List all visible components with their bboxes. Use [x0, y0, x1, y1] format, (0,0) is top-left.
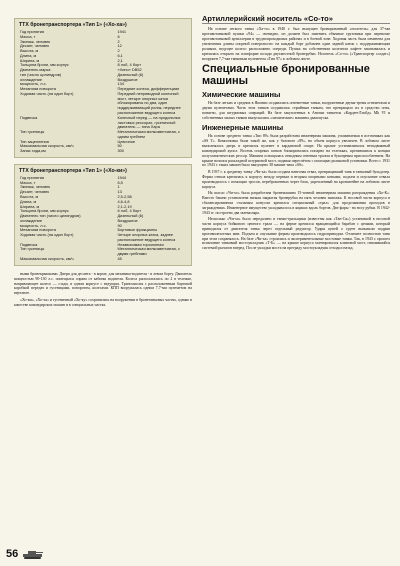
spec-key: Десант, человек	[20, 189, 49, 195]
section-heading-engineering: Инженерные машины	[202, 122, 284, 132]
spec-value: Металлическая мелкозвенчатая, с двумя гребнями	[117, 246, 180, 257]
spec-key: Механизм поворота	[20, 86, 56, 92]
spec-value: 1944	[117, 174, 127, 180]
spec-value: Передний неприводной колесный мост, четыре опорных катка сблокированы по два, один поддерживающий ролик, переднее расположение ведущего колеса	[117, 90, 181, 116]
spec-value: 2,5-2,58	[117, 193, 132, 199]
spec-value: Независимая торсионная	[117, 241, 164, 247]
paragraph: ными бронекрышками. Двери для десанта - в корме, для механика-водителя - в левом борту. Двигатель мощностью 90-130 л.с. помещался справа от кабины водителя. Колеса располагались по 2 в тележке, направляющее колесо — сзади, в одном корпусе с ведущим. Трансмиссия с расположенным бортовой коробкой передач и гусеницами, поворотом, колесами. КПП вооружалась одним 7,7-мм пулеметом на вертлюге.	[14, 271, 192, 296]
left-body-text	[14, 272, 192, 308]
spec-value: 13	[117, 189, 122, 195]
right-column	[202, 14, 390, 253]
spec-key: Год принятия	[20, 29, 45, 34]
spec-value: «Хино» DB52	[117, 67, 142, 73]
spec-value: 1941	[117, 29, 127, 34]
section-heading-so-to: Артиллерийский носитель «Со-то»	[202, 14, 390, 24]
spec-key: охлаждение	[20, 217, 43, 223]
section-heading-chemical: Химические машины	[202, 90, 281, 100]
spec-value: 4,6-4,8	[117, 198, 130, 204]
spec-key: Год принятия	[20, 174, 45, 180]
spec-key: Масса, т	[20, 179, 36, 185]
paragraph: В 1937 г. к среднему танку «Чи-ха» была создана навесная отвал, превращавший танк в танковый бульдозер. Ферма отвала крепилась к корпусу между первым и вторым опорными катками, подъем и опускание отвала производилось с помощью тросов, переброшенных через блок, укрепленный на кронштейне на лобовом листе корпуса.	[202, 169, 390, 189]
paragraph: «Хо-ки», «Хо-ха» и гусеничный «Хо-ку» сохранились на вооружении в бронетанковых частях, однако в качестве командирских машин и в специальных частях.	[14, 297, 192, 307]
spec-value: Бортовые фрикционы	[117, 227, 157, 233]
spec-value: 6,1	[117, 52, 123, 58]
spec-value: Воздушное	[117, 76, 138, 82]
spec-key: Ходовая часть (на один борт)	[20, 90, 74, 96]
paragraph: На основе среднего танка «Тип 89» была разработана инженерная машина, упоминаемая в источниках как «SS Т». Компоновка была такой же, как у базового «89», но объем корпуса увеличен. В лобовом листе выполнялась дверь и крепился пулемет в кардановой опоре. На крыше устанавливался неподвижный командирский купол. Восемь опорных катков блокировались попарно на тележках, крепившихся к концам полуэллиптических рессор. Машина оснащалась откидным огневым тралом и буксирным приспособлением. На крыше возился раскладной штурмовой мост, подавая пересчётом с помощью роликовой установки. Всего с 1931 по 1943 г. таких машин было выпущено 38 машин типа «SS».	[202, 133, 390, 168]
spec-value: 2	[117, 38, 120, 44]
spec-key: Толщина брони, мм корпус	[20, 208, 69, 214]
spec-key: Тип гусеницы	[20, 129, 45, 135]
spec-key: мощность, л.с.	[20, 81, 47, 87]
spec-value: 2,1-2,19	[117, 203, 132, 209]
tank-icon	[22, 550, 44, 560]
spec-key: Механизм поворота	[20, 227, 56, 233]
spec-key: Двигатель марка	[20, 67, 51, 73]
spec-key: Экипаж, человек	[20, 38, 51, 44]
spec-key: Ширина, м	[20, 57, 40, 63]
page-footer	[0, 546, 400, 566]
spec-value: 2	[117, 48, 120, 54]
spec-key: Десант, человек	[20, 43, 49, 49]
spec-key: Двигатель тип (число цилиндров)	[20, 213, 81, 219]
spec-key: Толщина брони, мм корпус	[20, 62, 69, 68]
spec-key: Тип зацепления	[20, 138, 49, 144]
paragraph: На базе легких и средних в Японии создавались огнеметные танки, вооруженные двумя-тремя огнеметами и двумя пулеметами. Часть этих танков создавалась серийным танкам, что превращало их в средство огня, понятно, для штурмовых операций. На базе закупленных в Англии танкеток «Карден-Ллойд» Mk VI и собственных малых танков выпускались «химические» машины дымопуска.	[202, 101, 390, 120]
spec-value: Дизельный (6)	[117, 71, 144, 77]
spec-value: 12	[117, 43, 122, 49]
spec-value: Колесный перед — на продольных листовых рессорах, гусеничный двигатель — типа Хара	[117, 114, 181, 130]
spec-key: Экипаж, человек	[20, 184, 51, 190]
paragraph: На основе легкого танка «Ха-го» в 1940 г. был выпущен бронированный «носитель» для 37-мм противотанковой пушки «94» — очевидно, он должен был заменить обычные грузовики при перевозке противотанковой артиллерии в труднопроходимых районах и в боевой зоне. Ходовая часть была изменена для увеличения длины опорной поверхности: на каждый борт добавлен один задний каток с поддерживающим роликом, ведущее колесо расположено спереди. Пушка на собственном колесном лафете закатывалась и крепилась открыто на платформе позади двухместной бронерубки. Носитель «Со-то» («Транспортер солдат») вооружен 7,7-мм танковым пулеметом «Тип 97» в лобовом листе.	[202, 27, 390, 61]
spec-value: 6 лоб, 4 борт	[117, 208, 142, 214]
spec-value: 134	[117, 81, 124, 87]
spec-key: Подвеска	[20, 114, 38, 120]
spec-key: охлаждение	[20, 76, 43, 82]
spec-key: Тип гусеницы	[20, 246, 45, 252]
spec-key: Ходовая часть (на один борт)	[20, 232, 74, 238]
spec-value: Передние колеса, дифференциал	[117, 86, 180, 92]
spec-row	[19, 257, 187, 262]
spec-table	[19, 30, 187, 154]
spec-row	[19, 116, 187, 130]
spec-value: Воздушное	[117, 217, 138, 223]
paragraph: На шасси «Чи-хо» была разработана бронемашина 15-тонной инженерная машина разграждения «Хо-К». Вместо башни установлена низкая закрытая бронерубка на пять человек экипажа. К носовой части корпуса в сбалансированном стальным конусом крепился специальный «трал» для проделывания проходов в заграждениях. Инженерное имущество укладывалось в ящиках вдоль бортов. Две фары - на носу рубки. В 1942-1943 гг. построено два экземпляра.	[202, 190, 390, 215]
spec-value: 8 лоб, 4 борт	[117, 62, 142, 68]
spec-key: Максимальная скорость, км/ч	[20, 143, 74, 149]
spec-value: Металлическая мелкозвенчатая, с одним гребнем	[117, 129, 180, 139]
spec-box-title: ТТХ бронетранспортера «Тип 1» («Хо-ха»)	[19, 22, 127, 28]
spec-key: Высота, м	[20, 48, 39, 54]
so-to-text	[202, 27, 390, 61]
spec-value: 2,1	[117, 57, 123, 63]
spec-value: Цевочное	[117, 138, 136, 144]
main-heading: Специальные бронированные машины	[202, 63, 370, 88]
spec-key: Масса, т	[20, 33, 36, 39]
spec-key: Длина, м	[20, 198, 37, 204]
chemical-text	[202, 101, 390, 121]
spec-value: 45	[117, 255, 122, 261]
spec-value: 50	[117, 143, 122, 149]
spec-value: 6	[117, 33, 120, 39]
spec-key: Ширина, м	[20, 203, 40, 209]
spec-key: мощность, л.с.	[20, 222, 47, 228]
spec-key: тип (число цилиндров)	[20, 71, 62, 77]
page-number: 56	[6, 548, 19, 560]
spec-box-title: ТТХ бронетранспортера «Тип 1» («Хо-ки»)	[19, 167, 127, 174]
spec-value: 300	[117, 148, 124, 154]
spec-value: 6,5	[117, 179, 123, 185]
left-column	[14, 18, 192, 309]
engineering-text	[202, 134, 390, 251]
spec-key: Подвеска	[20, 241, 38, 247]
spec-key: Запас хода,км	[20, 148, 46, 154]
spec-value: 1	[117, 184, 120, 190]
spec-value: 90	[117, 222, 122, 228]
spec-row	[19, 92, 187, 116]
spec-table	[19, 176, 187, 262]
spec-key: Максимальная скорость, км/ч	[20, 255, 74, 261]
spec-value: Дизельный (6)	[117, 213, 144, 219]
spec-key: Высота, м	[20, 193, 39, 199]
spec-value: Четыре опорных катка, заднее расположение ведущего колеса	[117, 232, 176, 242]
spec-key: Длина, м	[20, 52, 37, 58]
spec-box-hoha	[14, 18, 192, 158]
spec-box-hoki	[14, 164, 192, 266]
paragraph: Несколько «Чи-ха» было передалено в танки-тральщики (известны как «Тан-Ся») установкой в носовой части корпуса бойкового цепного трала — на ферме крепился вращающийся барабан с цепями, который приводился от двигателя танка через отдельный редуктор. Удары цепей о грунт вызывали подрыв противопехотных мин. Подъем и опускание фермы производилось гидроприводом. Отличите полностью танк при этом сохранялось. На базе «Чи-ха» строились и экспериментальные мостовые танки. Так, в 1943 г. прошел испытание танковый мостоукладчик «Т-Б» — на крыше корпуса монтировался клиновой мост, снимавшийся системой рычагов вперед. После укладки моста на преграду мостоукладчик отходил назад.	[202, 216, 390, 251]
spec-row	[19, 149, 187, 154]
